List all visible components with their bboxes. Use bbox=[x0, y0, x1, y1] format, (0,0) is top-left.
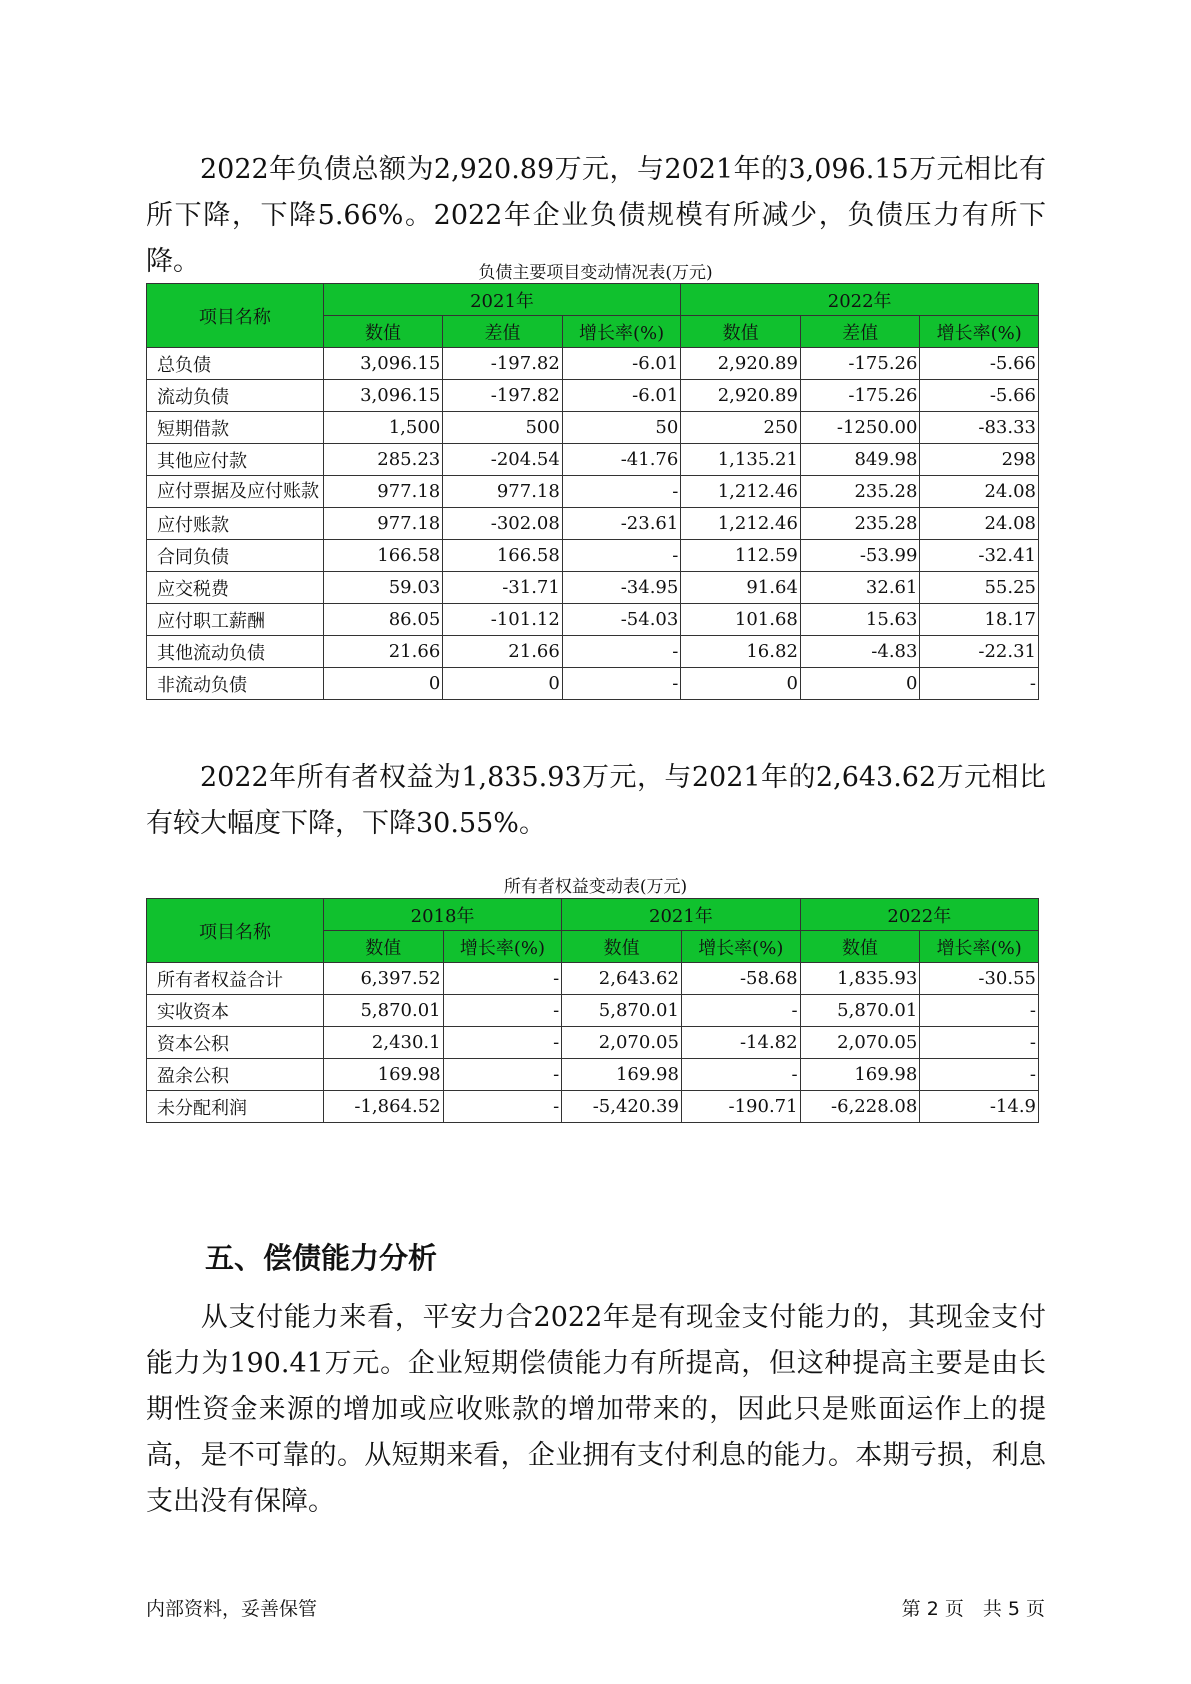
table-row bbox=[147, 540, 1039, 572]
table-row bbox=[147, 476, 1039, 508]
header-year: 2021年 bbox=[323, 284, 681, 316]
table-cell: - bbox=[920, 1059, 1039, 1091]
subheader: 增长率(%) bbox=[920, 316, 1039, 348]
table2-caption: 所有者权益变动表(万元) bbox=[503, 877, 688, 897]
table-cell: 32.61 bbox=[800, 572, 920, 604]
row-label: 应交税费 bbox=[147, 572, 324, 604]
table-cell: -14.82 bbox=[681, 1027, 800, 1059]
row-label: 盈余公积 bbox=[147, 1059, 324, 1091]
row-label: 实收资本 bbox=[147, 995, 324, 1027]
table-cell: 24.08 bbox=[920, 476, 1039, 508]
table-cell: 2,920.89 bbox=[681, 380, 801, 412]
row-label: 总负债 bbox=[147, 348, 324, 380]
table-cell: 0 bbox=[323, 668, 443, 700]
table-cell: - bbox=[681, 995, 800, 1027]
table-row bbox=[147, 1059, 1039, 1091]
table-cell: 2,070.05 bbox=[562, 1027, 682, 1059]
table-row bbox=[147, 508, 1039, 540]
subheader: 数值 bbox=[323, 316, 443, 348]
table-cell: - bbox=[562, 668, 681, 700]
header-year: 2022年 bbox=[800, 899, 1038, 931]
table-cell: -5.66 bbox=[920, 380, 1039, 412]
footer-page-number: 第 2 页 共 5 页 bbox=[901, 1598, 1045, 1620]
table-cell: - bbox=[443, 963, 562, 995]
table-cell: 21.66 bbox=[323, 636, 443, 668]
table-cell: 1,212.46 bbox=[681, 508, 801, 540]
table-cell: 50 bbox=[562, 412, 681, 444]
table-cell: - bbox=[443, 1059, 562, 1091]
header-year: 2018年 bbox=[323, 899, 561, 931]
liabilities-table-body bbox=[147, 348, 1039, 700]
table-cell: 977.18 bbox=[323, 508, 443, 540]
table-cell: 500 bbox=[443, 412, 563, 444]
table-cell: - bbox=[443, 1027, 562, 1059]
row-label: 其他应付款 bbox=[147, 444, 324, 476]
table-cell: 169.98 bbox=[562, 1059, 682, 1091]
table-cell: -83.33 bbox=[920, 412, 1039, 444]
subheader: 增长率(%) bbox=[920, 931, 1039, 963]
table-row bbox=[147, 412, 1039, 444]
table-cell: 0 bbox=[800, 668, 920, 700]
table-cell: -197.82 bbox=[443, 380, 563, 412]
header-year: 2021年 bbox=[562, 899, 800, 931]
table-cell: 3,096.15 bbox=[323, 380, 443, 412]
table-cell: 169.98 bbox=[323, 1059, 443, 1091]
table-cell: -1,864.52 bbox=[323, 1091, 443, 1123]
table-cell: - bbox=[920, 668, 1039, 700]
table-row bbox=[147, 995, 1039, 1027]
table-cell: 24.08 bbox=[920, 508, 1039, 540]
row-label: 流动负债 bbox=[147, 380, 324, 412]
table-cell: -53.99 bbox=[800, 540, 920, 572]
table-cell: -14.9 bbox=[920, 1091, 1039, 1123]
subheader: 增长率(%) bbox=[681, 931, 800, 963]
row-label: 应付票据及应付账款 bbox=[147, 476, 324, 508]
table-cell: 977.18 bbox=[323, 476, 443, 508]
equity-table bbox=[146, 898, 1039, 1123]
table-cell: 2,430.1 bbox=[323, 1027, 443, 1059]
row-label: 资本公积 bbox=[147, 1027, 324, 1059]
table-cell: 1,135.21 bbox=[681, 444, 801, 476]
row-label: 所有者权益合计 bbox=[147, 963, 324, 995]
table-cell: 0 bbox=[681, 668, 801, 700]
table-cell: -30.55 bbox=[920, 963, 1039, 995]
table-row bbox=[147, 1091, 1039, 1123]
table-cell: -190.71 bbox=[681, 1091, 800, 1123]
table-row bbox=[147, 604, 1039, 636]
subheader: 增长率(%) bbox=[562, 316, 681, 348]
table-row bbox=[147, 668, 1039, 700]
table-cell: -31.71 bbox=[443, 572, 563, 604]
table-cell: 1,500 bbox=[323, 412, 443, 444]
table-cell: 166.58 bbox=[443, 540, 563, 572]
table1-caption: 负债主要项目变动情况表(万元) bbox=[478, 263, 713, 283]
table-cell: 5,870.01 bbox=[562, 995, 682, 1027]
footer-confidential: 内部资料，妥善保管 bbox=[146, 1598, 318, 1620]
table-cell: -6,228.08 bbox=[800, 1091, 920, 1123]
table-cell: -4.83 bbox=[800, 636, 920, 668]
table-cell: 2,920.89 bbox=[681, 348, 801, 380]
subheader: 差值 bbox=[800, 316, 920, 348]
table-cell: -6.01 bbox=[562, 348, 681, 380]
table-cell: 112.59 bbox=[681, 540, 801, 572]
table-cell: 977.18 bbox=[443, 476, 563, 508]
table-cell: 166.58 bbox=[323, 540, 443, 572]
subheader: 数值 bbox=[323, 931, 443, 963]
table-cell: -6.01 bbox=[562, 380, 681, 412]
table-cell: - bbox=[920, 995, 1039, 1027]
table-cell: -5,420.39 bbox=[562, 1091, 682, 1123]
table-cell: 849.98 bbox=[800, 444, 920, 476]
table-cell: 101.68 bbox=[681, 604, 801, 636]
header-year: 2022年 bbox=[681, 284, 1039, 316]
table-row bbox=[147, 1027, 1039, 1059]
table-row bbox=[147, 636, 1039, 668]
table-cell: -1250.00 bbox=[800, 412, 920, 444]
row-label: 应付账款 bbox=[147, 508, 324, 540]
header-item-name: 项目名称 bbox=[147, 284, 324, 348]
table-cell: 91.64 bbox=[681, 572, 801, 604]
table-cell: -204.54 bbox=[443, 444, 563, 476]
table-cell: - bbox=[562, 636, 681, 668]
table-cell: -23.61 bbox=[562, 508, 681, 540]
table-cell: - bbox=[681, 1059, 800, 1091]
paragraph-liabilities: 2022年负债总额为2,920.89万元，与2021年的3,096.15万元相比有所下降，下降5.66%。2022年企业负债规模有所减少，负债压力有所下降。 bbox=[146, 154, 1046, 277]
table-cell: 169.98 bbox=[800, 1059, 920, 1091]
table-cell: -175.26 bbox=[800, 380, 920, 412]
table-cell: 15.63 bbox=[800, 604, 920, 636]
table-cell: -175.26 bbox=[800, 348, 920, 380]
header-item-name: 项目名称 bbox=[147, 899, 324, 963]
subheader: 增长率(%) bbox=[443, 931, 562, 963]
table-row bbox=[147, 380, 1039, 412]
equity-table-body bbox=[147, 963, 1039, 1123]
section-heading: 五、偿债能力分析 bbox=[205, 1241, 438, 1275]
subheader: 差值 bbox=[443, 316, 563, 348]
table-cell: 3,096.15 bbox=[323, 348, 443, 380]
table-cell: 86.05 bbox=[323, 604, 443, 636]
table-cell: - bbox=[920, 1027, 1039, 1059]
table-cell: 18.17 bbox=[920, 604, 1039, 636]
paragraph-solvency: 从支付能力来看，平安力合2022年是有现金支付能力的，其现金支付能力为190.41万元。企业短期偿债能力有所提高，但这种提高主要是由长期性资金来源的增加或应收账款的增加带来的，因此只是账面运作上的提高，是不可靠的。从短期来看，企业拥有支付利息的能力。本期亏损，利息支出没有保障。 bbox=[146, 1302, 1046, 1517]
table-cell: 298 bbox=[920, 444, 1039, 476]
table-cell: 5,870.01 bbox=[800, 995, 920, 1027]
table-cell: 59.03 bbox=[323, 572, 443, 604]
table-cell: 16.82 bbox=[681, 636, 801, 668]
table-cell: -34.95 bbox=[562, 572, 681, 604]
table-cell: -5.66 bbox=[920, 348, 1039, 380]
table-cell: -302.08 bbox=[443, 508, 563, 540]
table-cell: 21.66 bbox=[443, 636, 563, 668]
row-label: 其他流动负债 bbox=[147, 636, 324, 668]
table-cell: - bbox=[443, 995, 562, 1027]
table-cell: 250 bbox=[681, 412, 801, 444]
row-label: 合同负债 bbox=[147, 540, 324, 572]
table-cell: -197.82 bbox=[443, 348, 563, 380]
subheader: 数值 bbox=[800, 931, 920, 963]
row-label: 短期借款 bbox=[147, 412, 324, 444]
table-cell: 1,212.46 bbox=[681, 476, 801, 508]
table-row bbox=[147, 444, 1039, 476]
table-cell: 235.28 bbox=[800, 508, 920, 540]
row-label: 非流动负债 bbox=[147, 668, 324, 700]
table-cell: -101.12 bbox=[443, 604, 563, 636]
table-cell: 55.25 bbox=[920, 572, 1039, 604]
table-row bbox=[147, 963, 1039, 995]
table-row bbox=[147, 348, 1039, 380]
table-cell: -58.68 bbox=[681, 963, 800, 995]
table-cell: -22.31 bbox=[920, 636, 1039, 668]
liabilities-table bbox=[146, 283, 1039, 700]
table-row bbox=[147, 572, 1039, 604]
table-cell: 6,397.52 bbox=[323, 963, 443, 995]
subheader: 数值 bbox=[681, 316, 801, 348]
table-cell: -32.41 bbox=[920, 540, 1039, 572]
table-cell: - bbox=[443, 1091, 562, 1123]
paragraph-equity: 2022年所有者权益为1,835.93万元，与2021年的2,643.62万元相比有较大幅度下降，下降30.55%。 bbox=[146, 762, 1046, 839]
table-cell: 235.28 bbox=[800, 476, 920, 508]
table-cell: -41.76 bbox=[562, 444, 681, 476]
row-label: 未分配利润 bbox=[147, 1091, 324, 1123]
subheader: 数值 bbox=[562, 931, 682, 963]
table-cell: - bbox=[562, 540, 681, 572]
table-cell: 5,870.01 bbox=[323, 995, 443, 1027]
table-cell: 285.23 bbox=[323, 444, 443, 476]
table-cell: 0 bbox=[443, 668, 563, 700]
table-cell: 2,643.62 bbox=[562, 963, 682, 995]
row-label: 应付职工薪酬 bbox=[147, 604, 324, 636]
table-cell: - bbox=[562, 476, 681, 508]
table-cell: -54.03 bbox=[562, 604, 681, 636]
table-cell: 1,835.93 bbox=[800, 963, 920, 995]
table-cell: 2,070.05 bbox=[800, 1027, 920, 1059]
